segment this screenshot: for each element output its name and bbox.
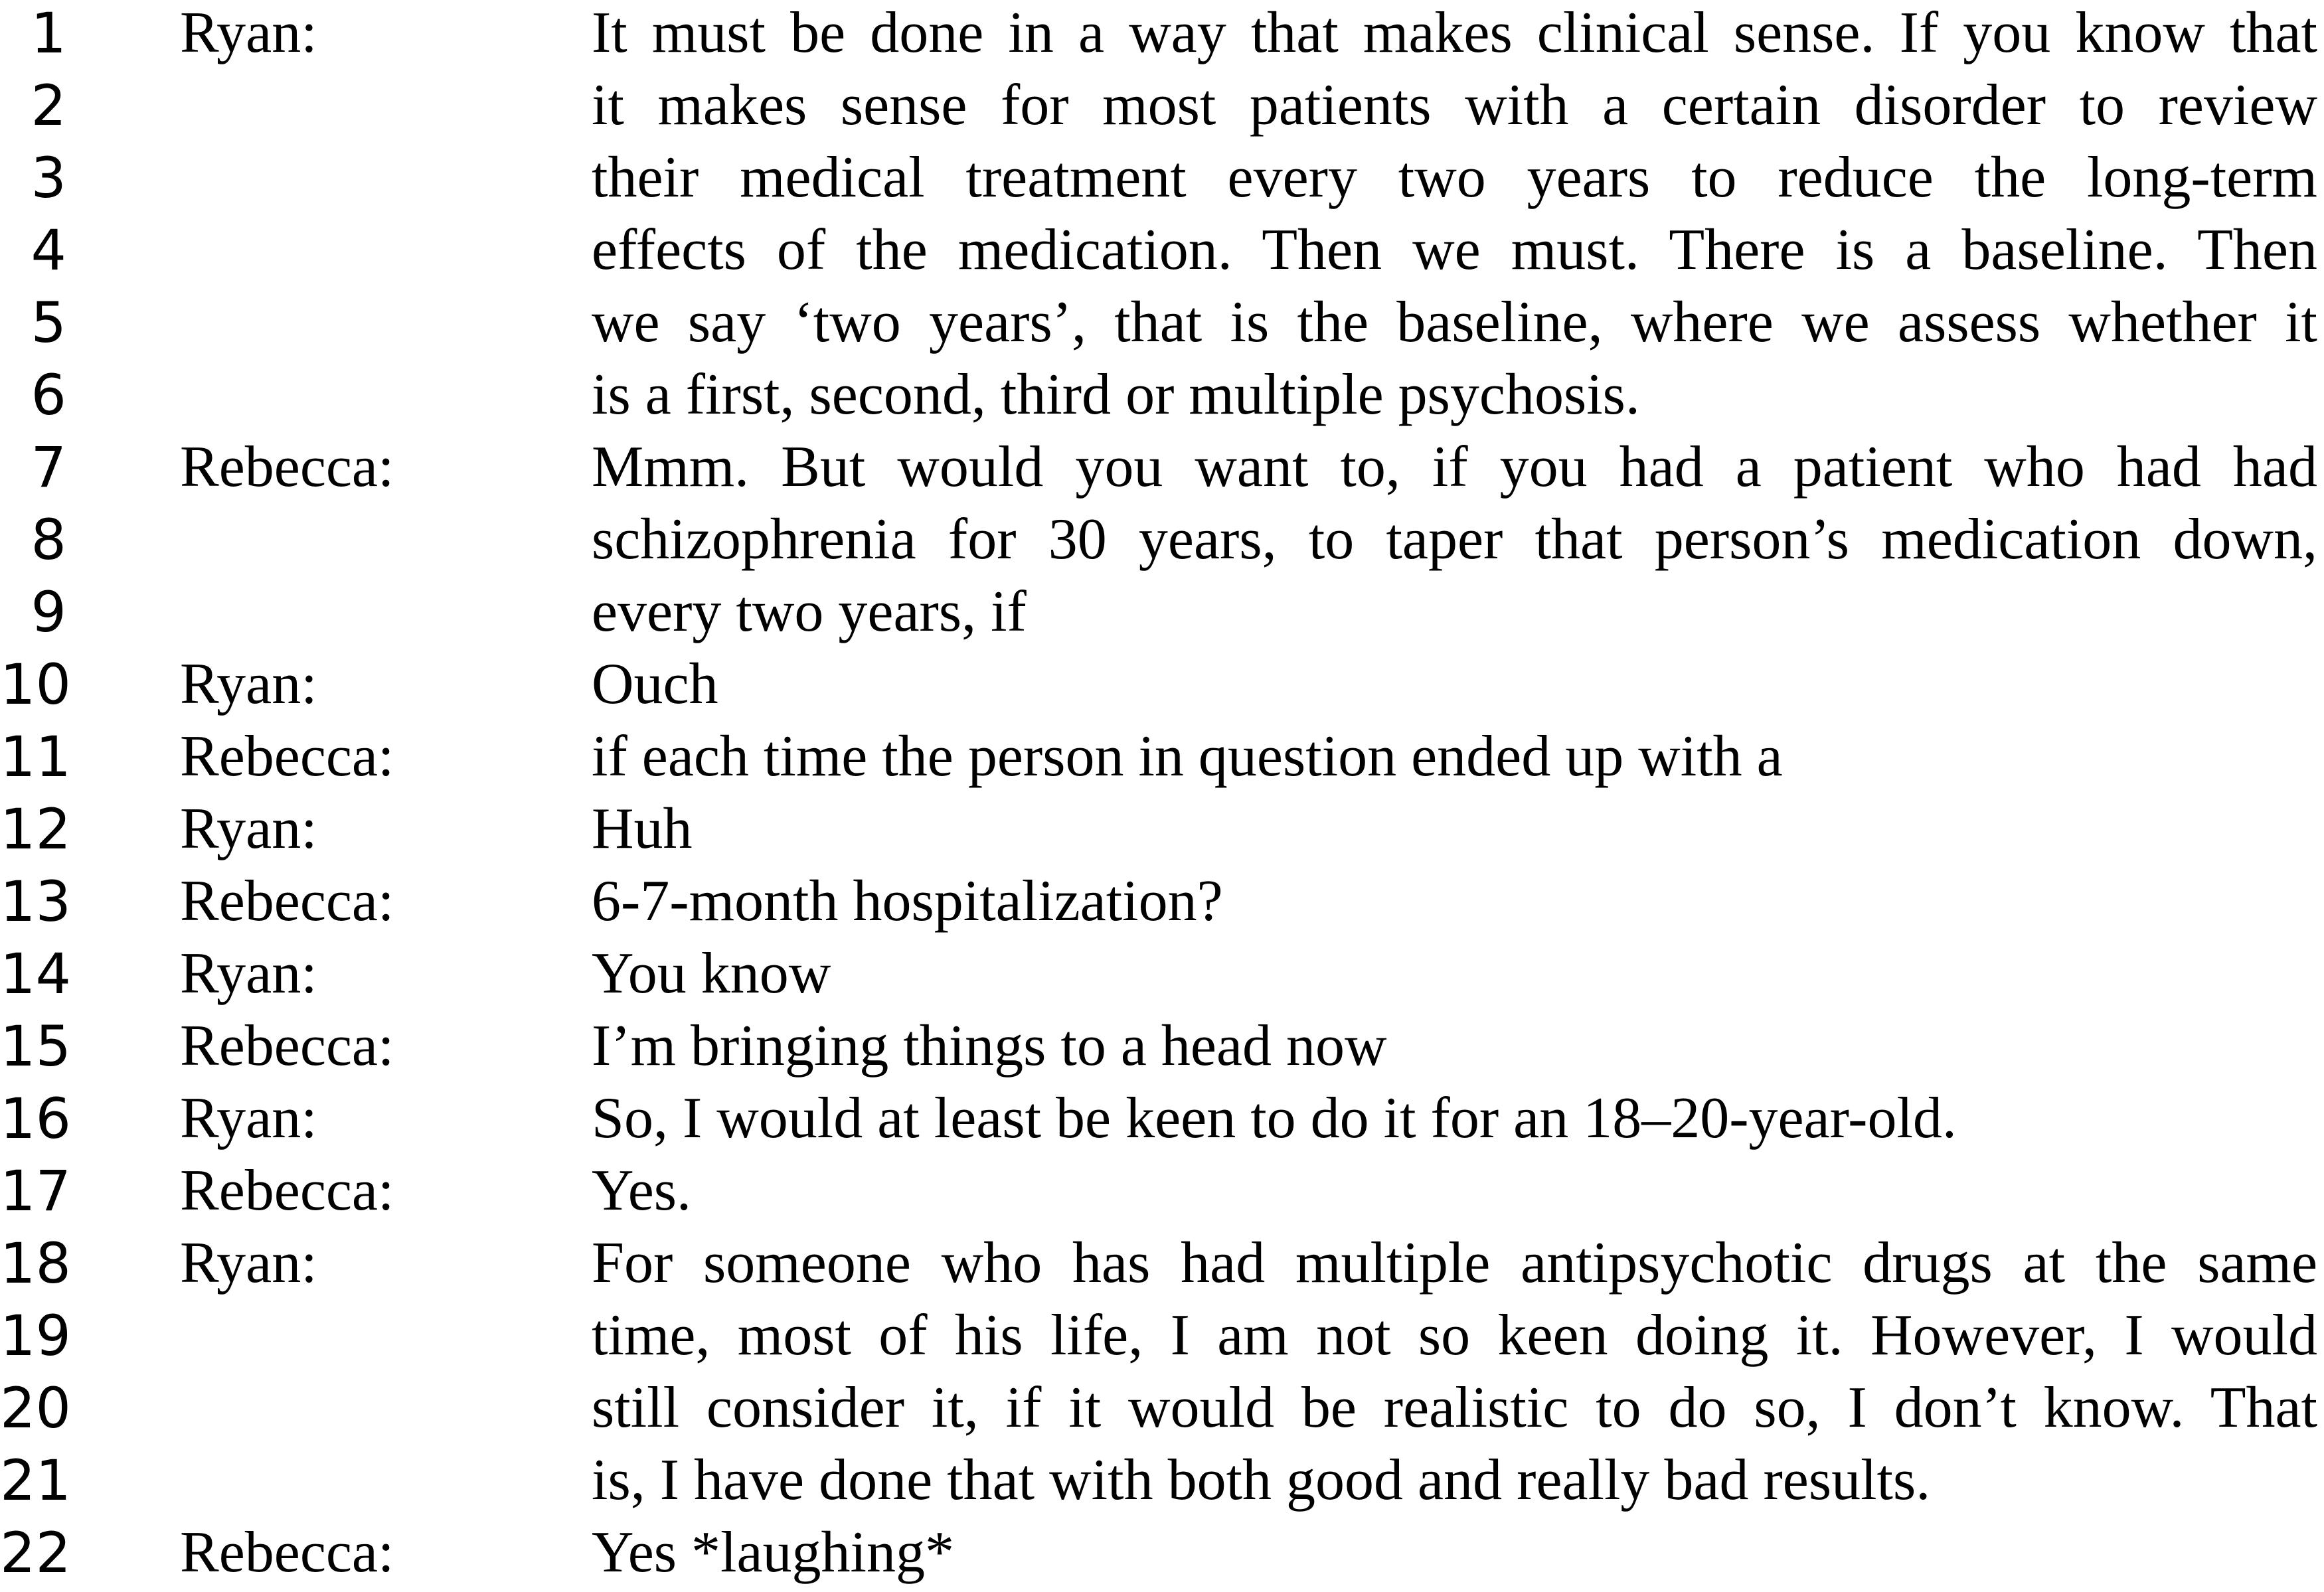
utterance-text: Ouch [592,652,718,716]
line-number: 20 [0,1376,71,1441]
transcript-line [0,796,2324,868]
transcript-line [0,217,2324,289]
line-number: 12 [0,797,71,862]
transcript-line [0,651,2324,724]
utterance-text: Yes. [592,1158,692,1223]
line-number: 11 [0,724,71,789]
utterance-text: we say ‘two years’, that is the baseline, where we assess whether it [592,290,2317,355]
utterance-text: every two years, if [592,580,1027,644]
speaker-label: Ryan: [180,797,317,861]
utterance-text: Yes *laughing* [592,1520,955,1585]
line-number: 18 [0,1231,71,1296]
speaker-label: Rebecca: [180,1520,394,1585]
transcript-line [0,72,2324,145]
transcript-line [0,1013,2324,1085]
transcript-line [0,1447,2324,1520]
speaker-label: Rebecca: [180,869,394,933]
speaker-label: Rebecca: [180,435,394,499]
line-number: 16 [0,1086,71,1151]
transcript-line [0,289,2324,362]
speaker-label: Ryan: [180,941,317,1006]
utterance-text: I’m bringing things to a head now [592,1014,1387,1078]
line-number: 22 [0,1520,71,1585]
utterance-text: still consider it, if it would be realistic to do so, I don’t know. That [592,1376,2317,1440]
utterance-text: You know [592,941,831,1006]
transcript-line [0,579,2324,651]
line-number: 6 [31,362,66,428]
transcript-line [0,1303,2324,1375]
utterance-text: schizophrenia for 30 years, to taper that person’s medication down, [592,507,2317,572]
line-number: 4 [31,218,66,283]
utterance-text: is a first, second, third or multiple psychosis. [592,362,1640,427]
transcript-line [0,868,2324,941]
utterance-text: It must be done in a way that makes clinical sense. If you know that [592,1,2317,65]
line-number: 3 [31,145,66,210]
speaker-label: Ryan: [180,1231,317,1295]
line-number: 5 [31,290,66,355]
line-number: 9 [31,580,66,645]
line-number: 21 [0,1448,71,1513]
line-number: 15 [0,1014,71,1079]
utterance-text: 6-7-month hospitalization? [592,869,1223,933]
line-number: 1 [31,1,66,66]
utterance-text: Huh [592,797,693,861]
line-number: 10 [0,652,71,717]
line-number: 2 [31,73,66,138]
line-number: 13 [0,869,71,934]
transcript-line [0,0,2324,72]
transcript-line [0,1520,2324,1592]
speaker-label: Ryan: [180,1,317,65]
utterance-text: their medical treatment every two years to reduce the long-term [592,145,2317,210]
transcript-line [0,434,2324,507]
transcript-line [0,941,2324,1013]
transcript-line [0,1158,2324,1230]
transcript-line [0,724,2324,796]
transcript-line [0,1085,2324,1158]
transcript-line [0,1230,2324,1303]
line-number: 19 [0,1303,71,1368]
utterance-text: For someone who has had multiple antipsychotic drugs at the same [592,1231,2317,1295]
transcript-line [0,1375,2324,1447]
line-number: 8 [31,507,66,572]
line-number: 17 [0,1158,71,1224]
line-number: 7 [31,435,66,500]
utterance-text: Mmm. But would you want to, if you had a patient who had had [592,435,2317,499]
transcript-line [0,145,2324,217]
speaker-label: Ryan: [180,1086,317,1151]
speaker-label: Ryan: [180,652,317,716]
transcript-line [0,507,2324,579]
speaker-label: Rebecca: [180,724,394,789]
utterance-text: time, most of his life, I am not so keen doing it. However, I would [592,1303,2317,1368]
transcript-line [0,362,2324,434]
utterance-text: it makes sense for most patients with a certain disorder to review [592,73,2317,137]
line-number: 14 [0,941,71,1006]
utterance-text: if each time the person in question ended up with a [592,724,1783,789]
utterance-text: effects of the medication. Then we must. There is a baseline. Then [592,218,2317,282]
utterance-text: is, I have done that with both good and really bad results. [592,1448,1931,1512]
speaker-label: Rebecca: [180,1158,394,1223]
utterance-text: So, I would at least be keen to do it for an 18–20-year-old. [592,1086,1957,1151]
speaker-label: Rebecca: [180,1014,394,1078]
